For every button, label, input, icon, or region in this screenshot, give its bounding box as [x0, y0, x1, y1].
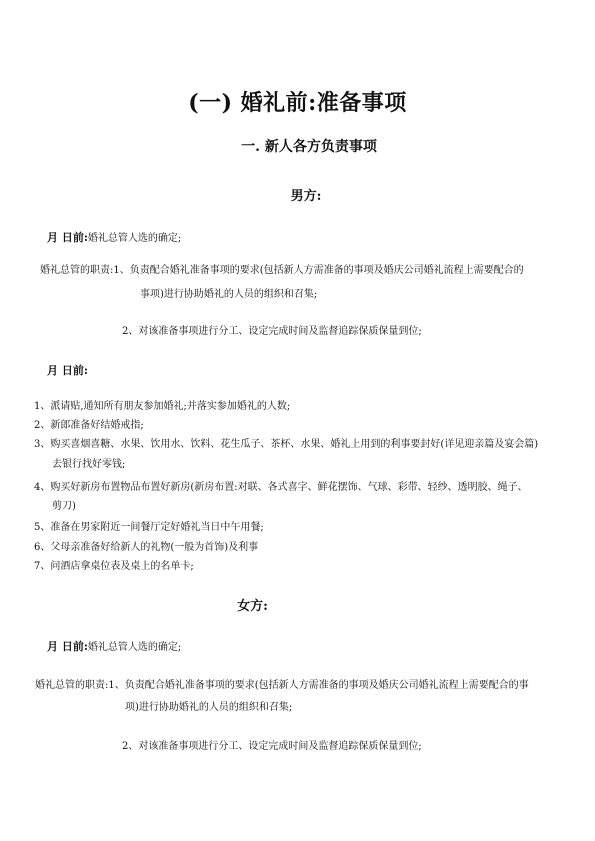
bride-duty-line1: 婚礼总管的职责:1、负责配合婚礼准备事项的要求(包括新人方需准备的事项及婚庆公司婚礼流程上需要配合的事 — [35, 680, 529, 691]
bride-duty-item2: 2、对该准备事项进行分工、设定完成时间及监督追踪保质保量到位; — [122, 741, 422, 752]
bride-duty-line2: 项)进行协助婚礼的人员的组织和召集; — [125, 702, 293, 713]
groom-second-date-label: 月 日前: — [47, 364, 88, 377]
task-continuation: 去银行找好零钱; — [52, 459, 126, 470]
task-item — [34, 400, 290, 413]
task-item — [34, 419, 144, 432]
groom-first-date-label: 月 日前: — [47, 231, 88, 244]
task-number: 6、 — [34, 542, 51, 553]
task-item — [34, 438, 538, 451]
task-continuation: 剪刀) — [52, 501, 76, 512]
groom-first-date-text: 婚礼总管人选的确定; — [87, 233, 182, 244]
groom-duty-line1: 婚礼总管的职责:1、负责配合婚礼准备事项的要求(包括新人方需准备的事项及婚庆公司婚礼流程上需要配合的 — [40, 265, 524, 276]
task-number: 2、 — [34, 420, 51, 431]
groom-side-title: 男方: — [290, 189, 322, 204]
bride-side-title: 女方: — [237, 599, 268, 614]
task-text: 父母亲准备好给新人的礼物(一般为首饰)及利事 — [50, 542, 259, 553]
groom-second-date — [47, 362, 88, 378]
task-text: 购买好新房布置物品布置好新房(新房布置:对联、各式喜字、鲜花摆饰、气球、彩带、轻纱、透明胶、绳子、 — [50, 482, 528, 493]
groom-first-date — [47, 229, 181, 245]
task-number: 7、 — [34, 561, 51, 572]
task-item — [34, 541, 258, 554]
groom-duty-item2: 2、对该准备事项进行分工、设定完成时间及监督追踪保质保量到位; — [122, 326, 422, 337]
task-text: 新郎准备好结婚戒指; — [50, 420, 144, 431]
bride-first-date — [47, 638, 181, 654]
task-text: 准备在男家附近一间餐厅定好婚礼当日中午用餐; — [50, 522, 264, 533]
task-number: 3、 — [34, 439, 51, 450]
task-number: 4、 — [34, 482, 51, 493]
section-heading: 一. 新人各方负责事项 — [241, 139, 377, 155]
task-item — [34, 521, 264, 534]
page-title: (一) 婚礼前:准备事项 — [188, 90, 407, 116]
task-number: 1、 — [34, 401, 51, 412]
task-item — [34, 481, 528, 494]
task-item — [34, 560, 194, 573]
task-text: 购买喜烟喜糖、水果、饮用水、饮料、花生瓜子、茶杯、水果、婚礼上用到的利事要封好(详见迎亲篇及宴会篇) — [50, 439, 539, 450]
bride-first-date-label: 月 日前: — [47, 640, 88, 653]
groom-duty-line2: 事项)进行协助婚礼的人员的组织和召集; — [140, 289, 318, 300]
task-number: 5、 — [34, 522, 51, 533]
task-text: 问酒店拿桌位表及桌上的名单卡; — [50, 561, 194, 572]
bride-first-date-text: 婚礼总管人选的确定; — [87, 642, 182, 653]
task-text: 派请贴,通知所有朋友参加婚礼;并落实参加婚礼的人数; — [50, 401, 291, 412]
